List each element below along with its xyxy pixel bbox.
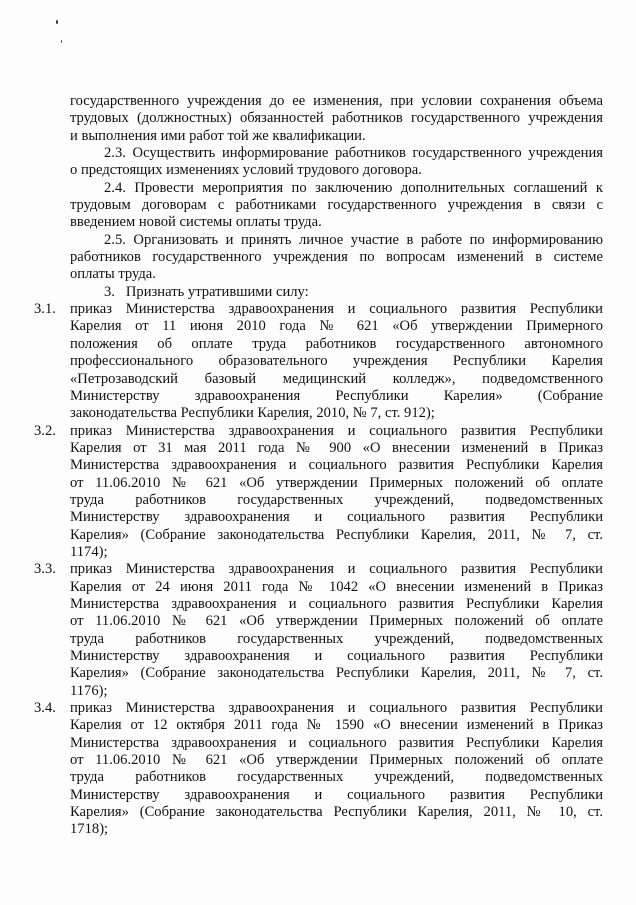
text-line: «Петрозаводский базовый медицинский колледж», подведомственного xyxy=(70,370,603,387)
paragraph-2-3 xyxy=(70,145,603,180)
paragraph-2-4 xyxy=(70,180,603,232)
text-line: труда работников государственных учреждений, подведомственных xyxy=(70,769,603,786)
text-line: 1176); xyxy=(70,682,108,699)
text-line: от 11.06.2010 № 621 «Об утверждении Примерных положений об оплате xyxy=(70,474,603,491)
list-item-3-4 xyxy=(34,700,603,839)
text-line: 2.4. Провести мероприятия по заключению дополнительных соглашений к xyxy=(104,179,603,196)
item-text xyxy=(70,423,603,562)
text-line: приказ Министерства здравоохранения и социального развития Республики xyxy=(70,561,603,578)
text-line: Карелия от 12 октября 2011 года № 1590 «О внесении изменений в Приказ xyxy=(70,717,603,734)
text-line: трудовым договорам с работниками государственного учреждения в связи с xyxy=(70,197,603,214)
text-line: Министерства здравоохранения и социального развития Республики Карелия xyxy=(70,734,603,751)
text-line: Карелия» (Собрание законодательства Республики Карелия, 2011, № 7, ст. xyxy=(70,526,603,543)
section-3-heading: 3. Признать утратившими силу: xyxy=(104,283,309,300)
text-line: приказ Министерства здравоохранения и социального развития Республики xyxy=(70,301,603,318)
text-line: Министерству здравоохранения и социального развития Республики xyxy=(70,648,603,664)
item-number: 3.4. xyxy=(34,700,56,717)
text-line: и выполнения ими работ той же квалификации. xyxy=(70,127,366,144)
scan-speck xyxy=(61,40,62,43)
text-line: Карелия от 31 мая 2011 года № 900 «О внесении изменений в Приказ xyxy=(70,439,603,456)
text-line: 2.5. Организовать и принять личное участие в работе по информированию xyxy=(104,231,603,248)
item-text xyxy=(70,561,603,700)
document-body xyxy=(34,93,603,839)
text-line: о предстоящих изменениях условий трудового договора. xyxy=(70,162,422,179)
text-line: государственного учреждения до ее изменения, при условии сохранения объема xyxy=(70,93,603,109)
text-line: законодательства Республики Карелия, 2010, № 7, ст. 912); xyxy=(70,405,435,422)
text-line: 1718); xyxy=(70,821,109,838)
item-number: 3.3. xyxy=(34,561,56,578)
text-line: 2.3. Осуществить информирование работников государственного учреждения xyxy=(104,145,603,162)
text-line: введением новой системы оплаты труда. xyxy=(70,214,322,231)
item-text xyxy=(70,700,603,839)
text-line: Министерству здравоохранения и социального развития Республики xyxy=(70,786,603,803)
text-line: приказ Министерства здравоохранения и социального развития Республики xyxy=(70,422,603,439)
continuation-paragraph xyxy=(70,93,603,145)
text-line: 1174); xyxy=(70,543,108,560)
text-line: работников государственного учреждения по вопросам изменений в системе xyxy=(70,249,603,266)
text-line: Министерству здравоохранения и социального развития Республики xyxy=(70,509,603,526)
text-line: от 11.06.2010 № 621 «Об утверждении Примерных положений об оплате xyxy=(70,752,603,769)
text-line: Карелия от 24 июня 2011 года № 1042 «О внесении изменений в Приказ xyxy=(70,578,603,595)
text-line: приказ Министерства здравоохранения и социального развития Республики xyxy=(70,700,603,717)
list-item-3-2 xyxy=(34,423,603,562)
text-line: положения об оплате труда работников государственного автономного xyxy=(70,335,603,352)
item-number: 3.2. xyxy=(34,422,56,439)
text-line: Карелия» (Собрание законодательства Республики Карелия, 2011, № 7, ст. xyxy=(70,665,603,682)
text-line: оплаты труда. xyxy=(70,266,156,283)
text-line: труда работников государственных учреждений, подведомственных xyxy=(70,491,603,508)
text-line: Министерства здравоохранения и социального развития Республики Карелия xyxy=(70,457,603,474)
text-line: труда работников государственных учреждений, подведомственных xyxy=(70,630,603,647)
scan-speck xyxy=(56,20,58,24)
paragraph-2-5 xyxy=(70,232,603,284)
text-line: от 11.06.2010 № 621 «Об утверждении Примерных положений об оплате xyxy=(70,613,603,630)
text-line: профессионального образовательного учреждения Республики Карелия xyxy=(70,353,603,370)
item-text xyxy=(70,301,603,422)
text-line: трудовых (должностных) обязанностей работников государственного учреждения xyxy=(70,110,603,127)
text-line: Министерства здравоохранения и социального развития Республики Карелия xyxy=(70,595,603,612)
list-item-3-3 xyxy=(34,561,603,700)
text-line: Министерству здравоохранения Республики Карелия» (Собрание xyxy=(70,387,603,404)
item-number: 3.1. xyxy=(34,301,56,318)
list-item-3-1 xyxy=(34,301,603,422)
text-line: Карелия от 11 июня 2010 года № 621 «Об утверждении Примерного xyxy=(70,318,603,335)
text-line: Карелия» (Собрание законодательства Республики Карелия, 2011, № 10, ст. xyxy=(70,804,603,821)
